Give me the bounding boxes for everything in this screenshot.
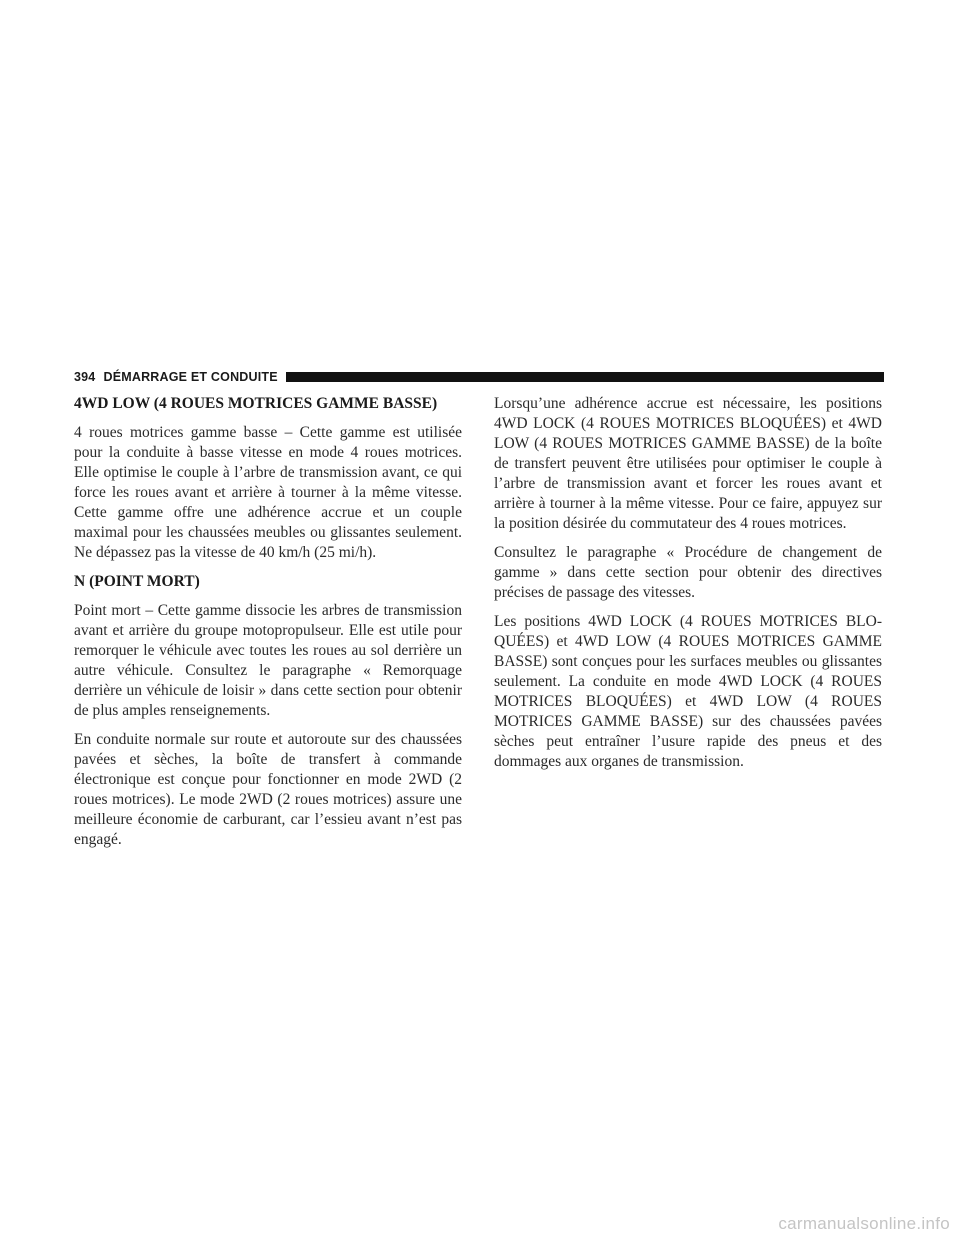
paragraph-4wd-low: 4 roues motrices gamme basse – Cette gamme est utilisée pour la conduite à basse vitesse en mode 4 roues motrices. Elle optimise le couple à l’arbre de transmission avant, ce qui force les roues avant et arrière à tourner à la même vitesse. Cette gamme offre une adhérence accrue et un couple maximal pour les chaussées meubles ou glissantes seulement. Ne dépassez pas la vitesse de 40 km/h (25 mi/h).: [74, 424, 462, 561]
paragraph-warning-surfaces: Les positions 4WD LOCK (4 ROUES MOTRICES BLOQUÉES) et 4WD LOW (4 ROUES MOTRICES GAMME BASSE) sont conçues pour les surfaces meubles ou glissantes seulement. La conduite en mode 4WD LOCK (4 ROUES MOTRICES BLOQUÉES) et 4WD LOW (4 ROUES MOTRICES GAMME BASSE) sur des chaussées pavées sèches peut entraîner l’usure rapide des pneus et des dommages aux organes de transmission.: [494, 613, 882, 770]
paragraph-traction: Lorsqu’une adhérence accrue est nécessaire, les positions 4WD LOCK (4 ROUES MOTRICES BLOQUÉES) et 4WD LOW (4 ROUES MOTRICES GAMME BASSE) de la boîte de transfert peuvent être utilisées pour optimiser le couple à l’arbre de transmission avant et forcer les roues avant et arrière à tourner à la même vitesse. Pour ce faire, appuyez sur la position désirée du commutateur des 4 roues motrices.: [494, 395, 882, 532]
section-title: DÉMARRAGE ET CONDUITE: [103, 370, 278, 384]
paragraph-neutral: Point mort – Cette gamme dissocie les arbres de transmission avant et arrière du groupe motopropulseur. Elle est utile pour remorquer le véhicule avec toutes les roues au sol derrière un autre véhicule. Consultez le paragraphe « Remorquage derrière un véhicule de loisir » dans cette section pour obtenir de plus amples renseignements.: [74, 602, 462, 719]
page-number: 394: [74, 370, 96, 384]
watermark: carmanualsonline.info: [778, 1214, 950, 1233]
left-column: [74, 394, 462, 859]
page-header: [74, 370, 884, 384]
header-rule: [286, 372, 884, 382]
heading-neutral: N (POINT MORT): [74, 573, 200, 590]
paragraph-2wd: En conduite normale sur route et autoroute sur des chaussées pavées et sèches, la boîte de transfert à commande électronique est conçue pour fonctionner en mode 2WD (2 roues motrices). Le mode 2WD (2 roues motrices) assure une meilleure économie de carburant, car l’essieu avant n’est pas engagé.: [74, 731, 462, 848]
right-column: [494, 394, 882, 781]
heading-4wd-low: 4WD LOW (4 ROUES MOTRICES GAMME BASSE): [74, 395, 438, 412]
paragraph-shift-procedure: Consultez le paragraphe « Procédure de changement de gamme » dans cette section pour obtenir des directives précises de passage des vitesses.: [494, 544, 882, 601]
